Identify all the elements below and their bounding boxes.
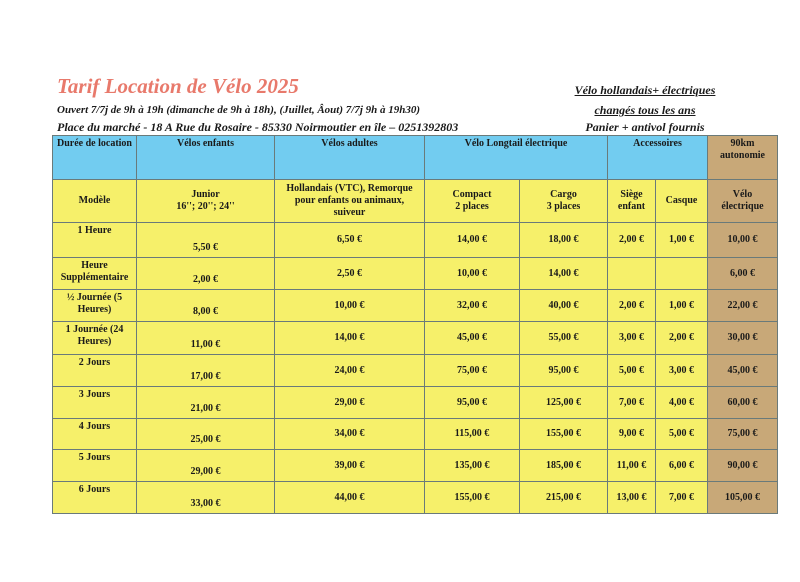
cell-adult: 10,00 € (275, 290, 425, 322)
cell-electric: 105,00 € (708, 482, 778, 514)
model-electric: Vélo électrique (708, 180, 778, 223)
header-accessories: Accessoires (608, 136, 708, 180)
cell-cargo: 18,00 € (520, 223, 608, 258)
cell-compact: 45,00 € (425, 322, 520, 355)
note-renewed: changés tous les ans (594, 103, 696, 117)
table-row (53, 482, 778, 514)
cell-cargo: 55,00 € (520, 322, 608, 355)
table-row (53, 419, 778, 450)
cell-duration: 4 Jours (53, 419, 137, 450)
table-row (53, 258, 778, 290)
cell-junior: 17,00 € (137, 355, 275, 387)
cell-casque (656, 258, 708, 290)
header-duration: Durée de location (53, 136, 137, 180)
table-row (53, 223, 778, 258)
cell-junior: 11,00 € (137, 322, 275, 355)
cell-junior: 8,00 € (137, 290, 275, 322)
cell-compact: 32,00 € (425, 290, 520, 322)
cell-adult: 14,00 € (275, 322, 425, 355)
price-table (52, 135, 778, 514)
table-row (53, 355, 778, 387)
table-row (53, 290, 778, 322)
cell-electric: 75,00 € (708, 419, 778, 450)
cell-cargo: 125,00 € (520, 387, 608, 419)
cell-casque: 1,00 € (656, 290, 708, 322)
table-header-row (53, 136, 778, 180)
model-adult: Hollandais (VTC), Remorque pour enfants ou animaux, suiveur (275, 180, 425, 223)
cell-adult: 39,00 € (275, 450, 425, 482)
cell-adult: 24,00 € (275, 355, 425, 387)
cell-adult: 29,00 € (275, 387, 425, 419)
cell-siege (608, 258, 656, 290)
table-row (53, 322, 778, 355)
cell-casque: 7,00 € (656, 482, 708, 514)
model-row (53, 180, 778, 223)
cell-electric: 10,00 € (708, 223, 778, 258)
cell-compact: 10,00 € (425, 258, 520, 290)
cell-siege: 5,00 € (608, 355, 656, 387)
model-junior-sizes: 16''; 20''; 24'' (176, 201, 235, 212)
cell-duration: 5 Jours (53, 450, 137, 482)
cell-cargo: 40,00 € (520, 290, 608, 322)
cell-junior: 2,00 € (137, 258, 275, 290)
cell-cargo: 155,00 € (520, 419, 608, 450)
model-cargo-places: 3 places (546, 201, 581, 212)
cell-cargo: 14,00 € (520, 258, 608, 290)
cell-adult: 6,50 € (275, 223, 425, 258)
table-row (53, 450, 778, 482)
cell-cargo: 185,00 € (520, 450, 608, 482)
page-title: Tarif Location de Vélo 2025 (57, 74, 299, 98)
cell-compact: 135,00 € (425, 450, 520, 482)
cell-siege: 7,00 € (608, 387, 656, 419)
cell-compact: 115,00 € (425, 419, 520, 450)
cell-adult: 44,00 € (275, 482, 425, 514)
cell-junior: 29,00 € (137, 450, 275, 482)
model-junior-name: Junior (191, 189, 220, 200)
cell-casque: 3,00 € (656, 355, 708, 387)
cell-junior: 33,00 € (137, 482, 275, 514)
cell-compact: 75,00 € (425, 355, 520, 387)
cell-junior: 5,50 € (137, 223, 275, 258)
header-adult-bikes: Vélos adultes (275, 136, 425, 180)
header-autonomy: 90km autonomie (708, 136, 778, 180)
cell-adult: 34,00 € (275, 419, 425, 450)
note-dutch-bikes: Vélo hollandais+ électriques (574, 83, 716, 97)
cell-duration: 2 Jours (53, 355, 137, 387)
model-junior (137, 180, 275, 223)
cell-casque: 6,00 € (656, 450, 708, 482)
model-casque: Casque (656, 180, 708, 223)
header-kids-bikes: Vélos enfants (137, 136, 275, 180)
model-compact-name: Compact (452, 189, 492, 200)
note-basket-lock: Panier + antivol fournis (585, 120, 705, 134)
opening-hours: Ouvert 7/7j de 9h à 19h (dimanche de 9h à 18h), (Juillet, Âout) 7/7j 9h à 19h30) (57, 104, 421, 116)
cell-compact: 155,00 € (425, 482, 520, 514)
model-cargo-name: Cargo (550, 189, 577, 200)
cell-duration: 6 Jours (53, 482, 137, 514)
cell-electric: 90,00 € (708, 450, 778, 482)
cell-duration: 1 Heure (53, 223, 137, 258)
cell-electric: 60,00 € (708, 387, 778, 419)
cell-siege: 11,00 € (608, 450, 656, 482)
cell-electric: 45,00 € (708, 355, 778, 387)
cell-siege: 9,00 € (608, 419, 656, 450)
cell-casque: 5,00 € (656, 419, 708, 450)
model-label: Modèle (53, 180, 137, 223)
cell-electric: 30,00 € (708, 322, 778, 355)
cell-junior: 25,00 € (137, 419, 275, 450)
cell-electric: 22,00 € (708, 290, 778, 322)
header-longtail: Vélo Longtail électrique (425, 136, 608, 180)
cell-siege: 3,00 € (608, 322, 656, 355)
cell-duration: 1 Journée (24 Heures) (53, 322, 137, 355)
model-compact-places: 2 places (455, 201, 489, 212)
cell-duration: ½ Journée (5 Heures) (53, 290, 137, 322)
model-cargo (520, 180, 608, 223)
cell-adult: 2,50 € (275, 258, 425, 290)
cell-duration: 3 Jours (53, 387, 137, 419)
cell-casque: 4,00 € (656, 387, 708, 419)
cell-casque: 1,00 € (656, 223, 708, 258)
cell-duration: Heure Supplémentaire (53, 258, 137, 290)
model-siege: Siège enfant (608, 180, 656, 223)
cell-siege: 2,00 € (608, 290, 656, 322)
cell-siege: 13,00 € (608, 482, 656, 514)
cell-cargo: 215,00 € (520, 482, 608, 514)
cell-casque: 2,00 € (656, 322, 708, 355)
cell-cargo: 95,00 € (520, 355, 608, 387)
table-row (53, 387, 778, 419)
cell-siege: 2,00 € (608, 223, 656, 258)
shop-address: Place du marché - 18 A Rue du Rosaire - 85330 Noirmoutier en île – 0251392803 (57, 120, 459, 134)
cell-compact: 14,00 € (425, 223, 520, 258)
cell-electric: 6,00 € (708, 258, 778, 290)
cell-junior: 21,00 € (137, 387, 275, 419)
cell-compact: 95,00 € (425, 387, 520, 419)
model-compact (425, 180, 520, 223)
